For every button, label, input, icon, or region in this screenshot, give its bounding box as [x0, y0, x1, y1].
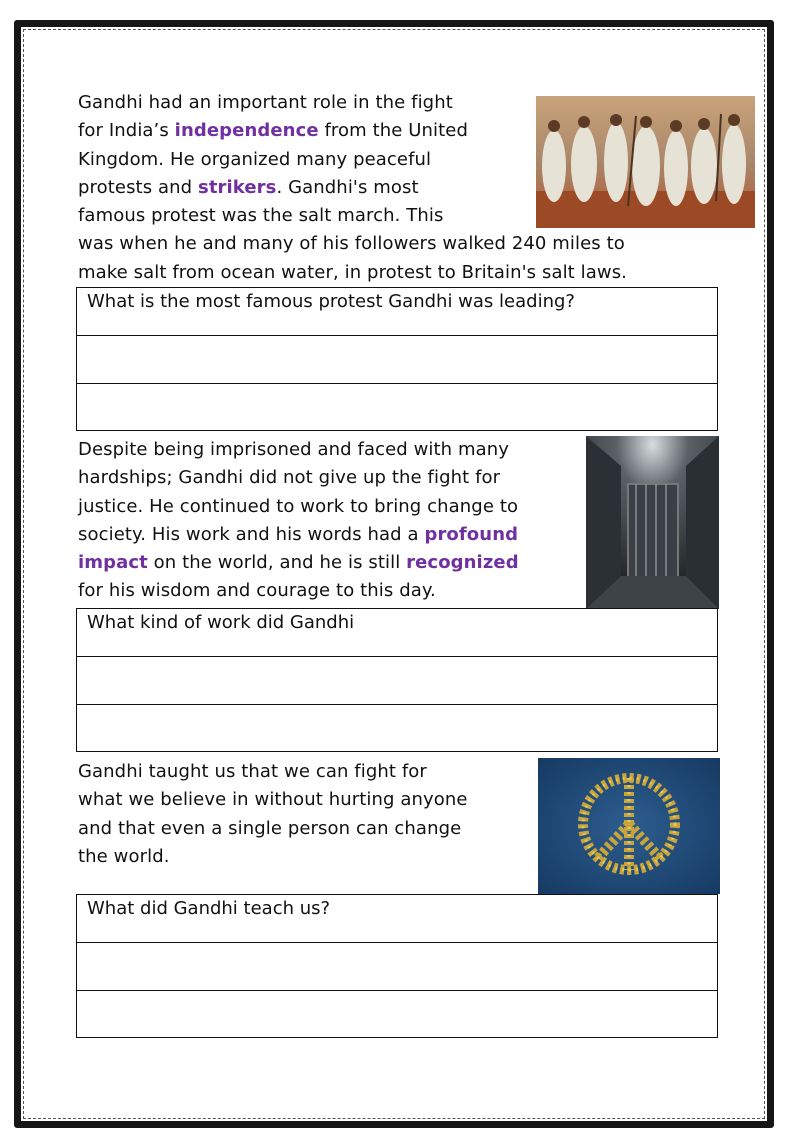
answer-line-1[interactable]	[77, 943, 717, 991]
answer-line-2[interactable]	[77, 705, 717, 751]
paragraph-line: for India’s independence from the United	[78, 120, 468, 142]
answer-line-2[interactable]	[77, 991, 717, 1037]
question-row	[77, 895, 717, 943]
question-row	[77, 609, 717, 657]
paragraph-line: justice. He continued to work to bring change to	[78, 495, 519, 517]
answer-line-1[interactable]	[77, 336, 717, 384]
paragraph-line: Kingdom. He organized many peaceful	[78, 148, 432, 170]
answer-line-1[interactable]	[77, 657, 717, 705]
paragraph-line: for his wisdom and courage to this day.	[78, 580, 436, 602]
paragraph-line: and that even a single person can change	[78, 817, 462, 839]
paragraph-line: make salt from ocean water, in protest to Britain's salt laws.	[78, 261, 628, 283]
paragraph-perseverance	[78, 436, 519, 606]
question-text: What did Gandhi teach us?	[87, 898, 331, 919]
answer-line-2[interactable]	[77, 384, 717, 430]
vocabulary-word: strikers	[198, 176, 277, 198]
paragraph-line: hardships; Gandhi did not give up the fight for	[78, 467, 501, 489]
question-box-1	[76, 287, 718, 431]
paragraph-line: Gandhi taught us that we can fight for	[78, 761, 427, 782]
paragraph-line: famous protest was the salt march. This	[78, 205, 444, 227]
prison-cell-photo	[586, 436, 719, 609]
paragraph-line: Gandhi had an important role in the fight	[78, 92, 453, 113]
paragraph-line: the world.	[78, 845, 170, 867]
paragraph-line: was when he and many of his followers walked 240 miles to	[78, 233, 625, 255]
paragraph-line: impact on the world, and he is still recognized	[78, 552, 519, 574]
paragraph-lesson	[78, 758, 468, 871]
paragraph-line: society. His work and his words had a profound	[78, 523, 519, 545]
vocabulary-word: profound	[424, 523, 519, 545]
paragraph-line: protests and strikers. Gandhi's most	[78, 176, 419, 198]
flower-peace-sign-photo	[538, 758, 720, 894]
paragraph-line: Despite being imprisoned and faced with many	[78, 439, 510, 460]
question-row	[77, 288, 717, 336]
question-box-2	[76, 608, 718, 752]
question-text: What kind of work did Gandhi	[87, 612, 355, 633]
vocabulary-word: independence	[174, 120, 319, 142]
question-text: What is the most famous protest Gandhi was leading?	[87, 291, 575, 312]
paragraph-line: what we believe in without hurting anyone	[78, 789, 468, 811]
vocabulary-word: impact	[78, 552, 148, 574]
question-box-3	[76, 894, 718, 1038]
vocabulary-word: recognized	[406, 552, 519, 574]
salt-march-photo	[536, 96, 755, 228]
